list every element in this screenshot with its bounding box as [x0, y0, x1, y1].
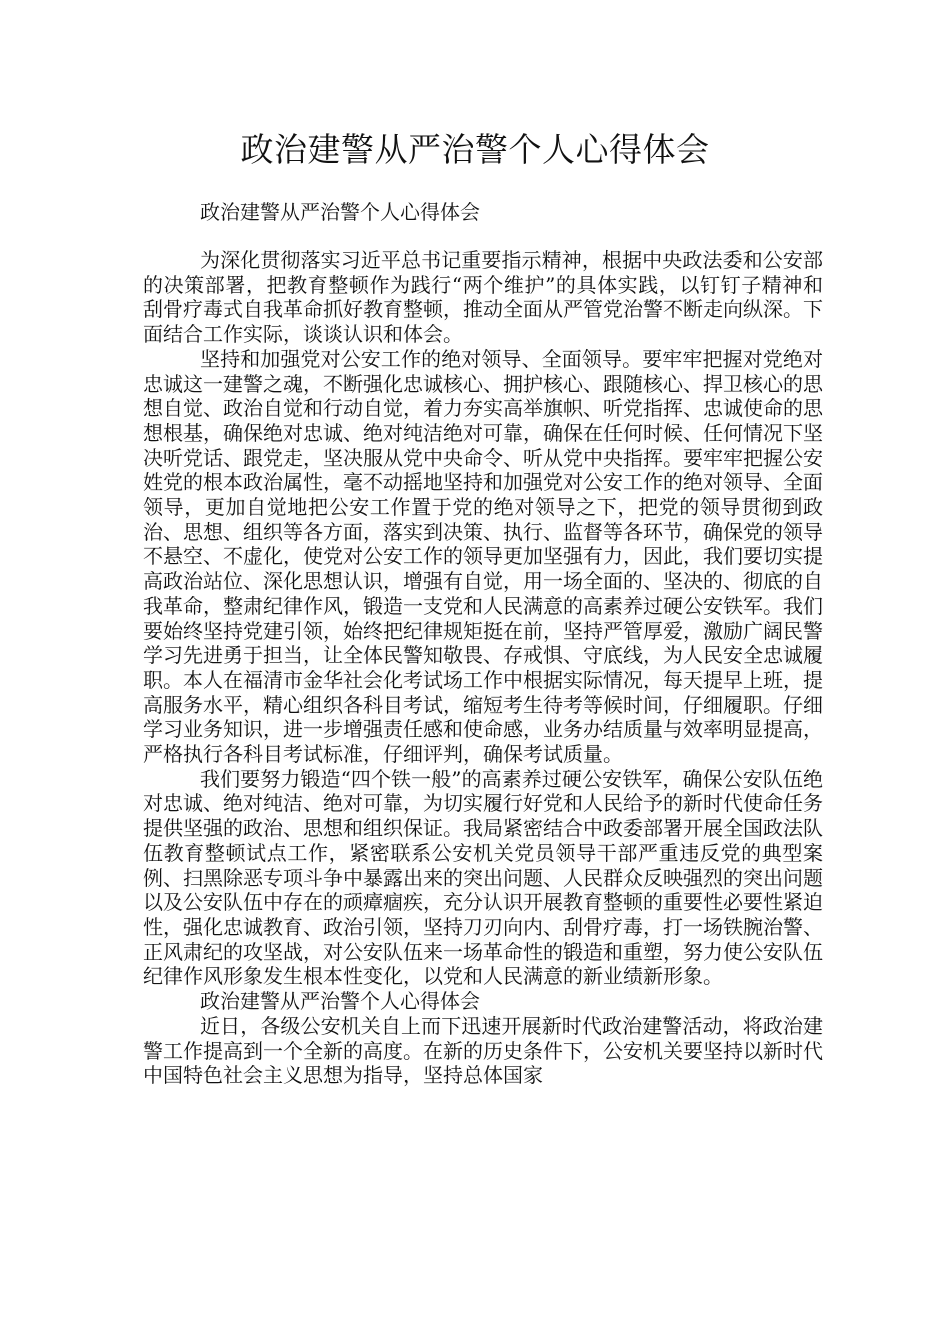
section-heading-repeat: 政治建警从严治警个人心得体会 — [200, 989, 480, 1014]
paragraph-recent: 近日，各级公安机关自上而下迅速开展新时代政治建警活动，将政治建警工作提高到一个全新的高度。在新的历史条件下，公安机关要坚持以新时代中国特色社会主义思想为指导，坚持总体国家 — [143, 1013, 823, 1088]
document-body — [143, 248, 823, 1088]
document-title: 政治建警从严治警个人心得体会 — [240, 130, 710, 169]
paragraph-iron-army: 我们要努力锻造“四个铁一般”的高素养过硬公安铁军，确保公安队伍绝对忠诚、绝对纯洁、绝对可靠，为切实履行好党和人民给予的新时代使命任务提供坚强的政治、思想和组织保证。我局紧密结合中政委部署开展全国政法队伍教育整顿试点工作，紧密联系公安机关党员领导干部严重违反党的典型案例、扫黑除恶专项斗争中暴露出来的突出问题、人民群众反映强烈的突出问题以及公安队伍中存在的顽瘴痼疾，充分认识开展教育整顿的重要性必要性紧迫性，强化忠诚教育、政治引领，坚持刀刃向内、刮骨疗毒，打一场铁腕治警、正风肃纪的攻坚战，对公安队伍来一场革命性的锻造和重塑，努力使公安队伍纪律作风形象发生根本性变化，以党和人民满意的新业绩新形象。 — [143, 766, 823, 989]
paragraph-intro: 为深化贯彻落实习近平总书记重要指示精神，根据中央政法委和公安部的决策部署，把教育整顿作为践行“两个维护”的具体实践，以钉钉子精神和刮骨疗毒式自我革命抓好教育整顿，推动全面从严管党治警不断走向纵深。下面结合工作实际，谈谈认识和体会。 — [143, 248, 823, 347]
paragraph-leadership: 坚持和加强党对公安工作的绝对领导、全面领导。要牢牢把握对党绝对忠诚这一建警之魂，不断强化忠诚核心、拥护核心、跟随核心、捍卫核心的思想自觉、政治自觉和行动自觉，着力夯实高举旗帜、听党指挥、忠诚使命的思想根基，确保绝对忠诚、绝对纯洁绝对可靠，确保在任何时候、任何情况下坚决听党话、跟党走，坚决服从党中央命令、听从党中央指挥。要牢牢把握公安姓党的根本政治属性，毫不动摇地坚持和加强党对公安工作的绝对领导、全面领导，更加自觉地把公安工作置于党的绝对领导之下，把党的领导贯彻到政治、思想、组织等各方面，落实到决策、执行、监督等各环节，确保党的领导不悬空、不虚化，使党对公安工作的领导更加坚强有力，因此，我们要切实提高政治站位、深化思想认识，增强有自觉，用一场全面的、坚决的、彻底的自我革命，整肃纪律作风，锻造一支党和人民满意的高素养过硬公安铁军。我们要始终坚持党建引领，始终把纪律规矩挺在前，坚持严管厚爱，激励广阔民警学习先进勇于担当，让全体民警知敬畏、存戒惧、守底线，为人民安全忠诚履职。本人在福清市金华社会化考试场工作中根据实际情况，每天提早上班，提高服务水平，精心组织各科目考试，缩短考生待考等候时间，仔细履职。仔细学习业务知识，进一步增强责任感和使命感，业务办结质量与效率明显提高，严格执行各科目考试标准，仔细评判，确保考试质量。 — [143, 346, 823, 767]
document-subtitle: 政治建警从严治警个人心得体会 — [200, 200, 480, 224]
